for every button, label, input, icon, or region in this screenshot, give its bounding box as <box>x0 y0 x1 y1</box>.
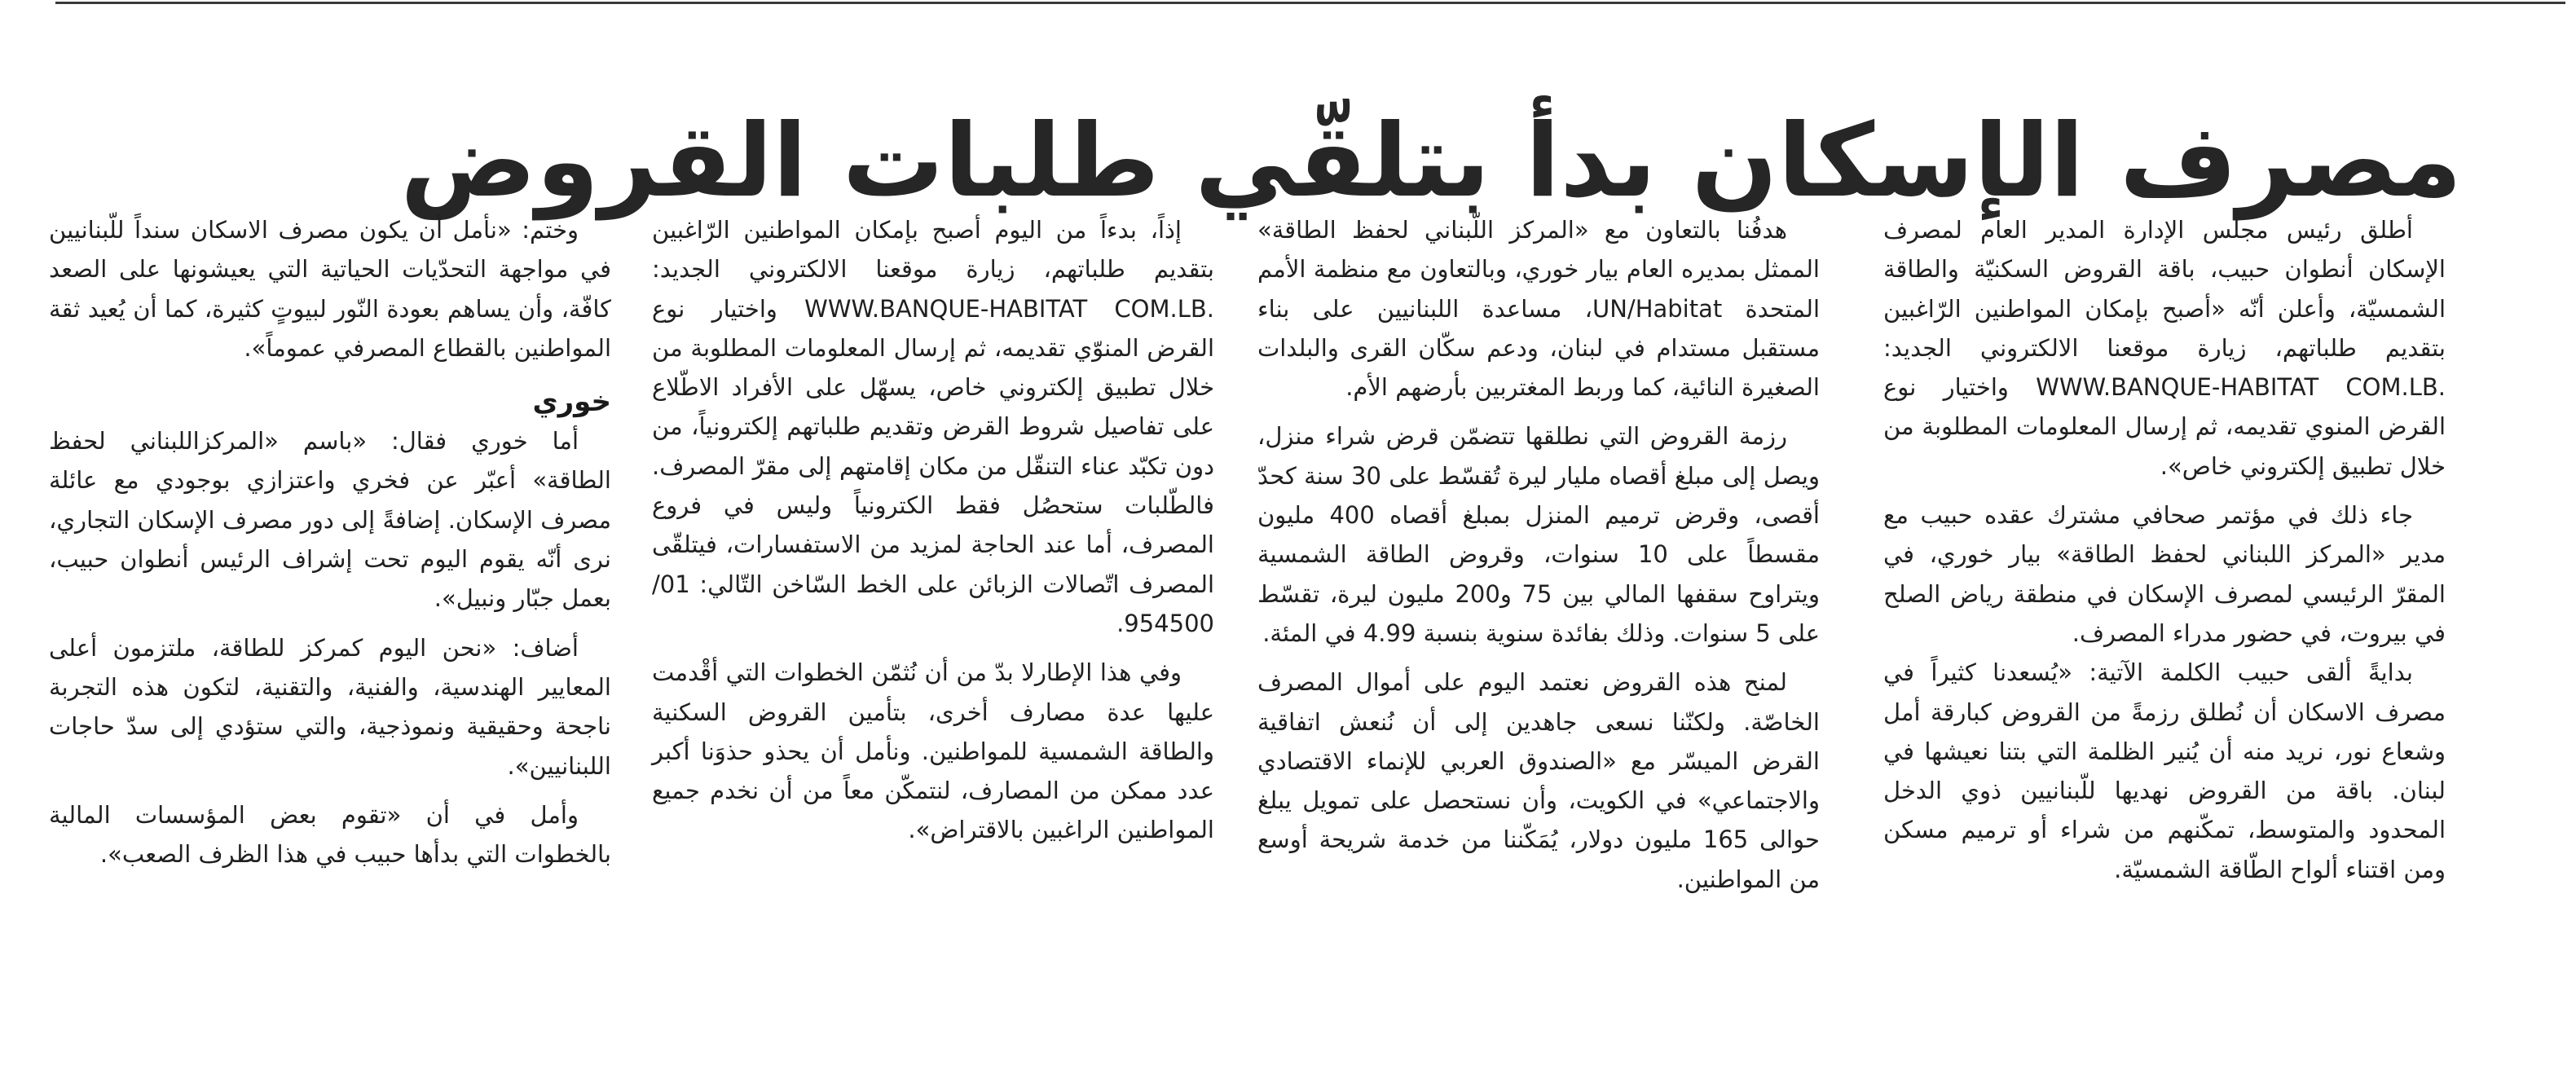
paragraph: رزمة القروض التي نطلقها تتضمّن قرض شراء منزل، ويصل إلى مبلغ أقصاه مليار ليرة تُقسّط على 30 سنة كحدّ أقصى، وقرض ترميم المنزل بمبلغ أقصاه 400 مليون مقسطاً على 10 سنوات، وقروض الطاقة الشمسية ويتراوح سقفها المالي بين 75 و200 مليون ليرة، تقسّط على 5 سنوات. وذلك بفائدة سنوية بنسبة 4.99 في المئة. <box>1257 422 1820 647</box>
paragraph: وختم: «نأمل أن يكون مصرف الاسكان سنداً للّبنانيين في مواجهة التحدّيات الحياتية التي يعيشونها على الصعد كافّة، وأن يساهم بعودة النّور لبيوتٍ كثيرة، كما أن يُعيد ثقة المواطنين بالقطاع المصرفي عموماً». <box>49 216 611 362</box>
article-column-1 <box>1883 210 2446 889</box>
paragraph: إذاً، بدءاً من اليوم أصبح بإمكان المواطنين الرّاغبين بتقديم طلباتهم، زيارة موقعنا الالكتروني الجديد: .WWW.BANQUE-HABITAT COM.LB واختيار نوع القرض المنوّي تقديمه، ثم إرسال المعلومات المطلوبة من خلال تطبيق إلكتروني خاص، يسهّل على الأفراد الاطّلاع على تفاصيل شروط القرض وتقديم طلباتهم إلكترونياً، من دون تكبّد عناء التنقّل من مكان إقامتهم إلى مقرّ المصرف. فالطّلبات ستحصُل فقط الكترونياً وليس في فروع المصرف، أما عند الحاجة لمزيد من الاستفسارات، فيتلقّى المصرف اتّصالات الزبائن على الخط السّاخن التّالي: 01/ 954500. <box>652 216 1215 637</box>
paragraph: هدفُنا بالتعاون مع «المركز اللّبناني لحفظ الطاقة» الممثل بمديره العام بيار خوري، وبالتعاون مع منظمة الأمم المتحدة UN/Habitat، مساعدة اللبنانيين على بناء مستقبل مستدام في لبنان، ودعم سكّان القرى والبلدات الصغيرة النائية، كما وربط المغتربين بأرضهم الأم. <box>1257 216 1821 402</box>
paragraph: أما خوري فقال: «باسم «المركزاللبناني لحفظ الطاقة» أعبّر عن فخري واعتزازي بوجودي مع عائلة مصرف الإسكان. إضافةً إلى دور مصرف الإسكان التجاري، نرى أنّه يقوم اليوم تحت إشراف الرئيس أنطوان حبيب، بعمل جبّار ونبيل». <box>49 427 611 613</box>
paragraph: أضاف: «نحن اليوم كمركز للطاقة، ملتزمون أعلى المعايير الهندسية، والفنية، والتقنية، لتكون هذه التجربة ناجحة وحقيقية ونموذجية، والتي ستؤدي إلى سدّ حاجات اللبنانيين». <box>49 633 611 780</box>
paragraph: بدايةً ألقى حبيب الكلمة الآتية: «يُسعدنا كثيراً في مصرف الاسكان أن نُطلق رزمةً من القروض كبارقة أمل وشعاع نور، نريد منه أن يُنير الظلمة التي بتنا نعيشها في لبنان. باقة من القروض نهديها للّبنانيين ذوي الدخل المحدود والمتوسط، تمكّنهم من شراء أو ترميم مسكن ومن اقتناء ألواح الطّاقة الشمسيّة. <box>1883 658 2446 883</box>
article-column-4 <box>49 210 611 874</box>
article-headline: مصرف الإسكان بدأ بتلقّي طلبات القروض <box>400 103 2462 221</box>
section-subheading: خوري <box>532 385 611 419</box>
top-rule <box>55 2 2565 4</box>
paragraph: لمنح هذه القروض نعتمد اليوم على أموال المصرف الخاصّة. ولكنّنا نسعى جاهدين إلى أن نُنعش اتفاقية القرض الميسّر مع «الصندوق العربي للإنماء الاقتصادي والاجتماعي» في الكويت، وأن نستحصل على تمويل يبلغ حوالى 165 مليون دولار، يُمَكّننا من خدمة شريحة أوسع من المواطنين. <box>1257 668 1820 893</box>
paragraph: وأمل في أن «تقوم بعض المؤسسات المالية بالخطوات التي بدأها حبيب في هذا الظرف الصعب». <box>49 800 611 869</box>
article-column-2 <box>1257 210 1820 899</box>
paragraph: وفي هذا الإطارلا بدّ من أن نُثمّن الخطوات التي أقْدمت عليها عدة مصارف أخرى، بتأمين القروض السكنية والطاقة الشمسية للمواطنين. ونأمل أن يحذو حذوَنا أكبر عدد ممكن من المصارف، لنتمكّن معاً من أن نخدم جميع المواطنين الراغبين بالاقتراض». <box>652 658 1214 844</box>
paragraph: جاء ذلك في مؤتمر صحافي مشترك عقده حبيب مع مدير «المركز اللبناني لحفظ الطاقة» بيار خوري، في المقرّ الرئيسي لمصرف الإسكان في منطقة رياض الصلح في بيروت، في حضور مدراء المصرف. <box>1883 501 2446 647</box>
article-column-3 <box>652 210 1214 850</box>
paragraph: أطلق رئيس مجلس الإدارة المدير العام لمصرف الإسكان أنطوان حبيب، باقة القروض السكنيّة والطاقة الشمسيّة، وأعلن أنّه «أصبح بإمكان المواطنين الرّاغبين بتقديم طلباتهم، زيارة موقعنا الالكتروني الجديد: .WWW.BANQUE-HABITAT COM.LB واختيار نوع القرض المنوي تقديمه، ثم إرسال المعلومات المطلوبة من خلال تطبيق إلكتروني خاص». <box>1883 216 2446 480</box>
